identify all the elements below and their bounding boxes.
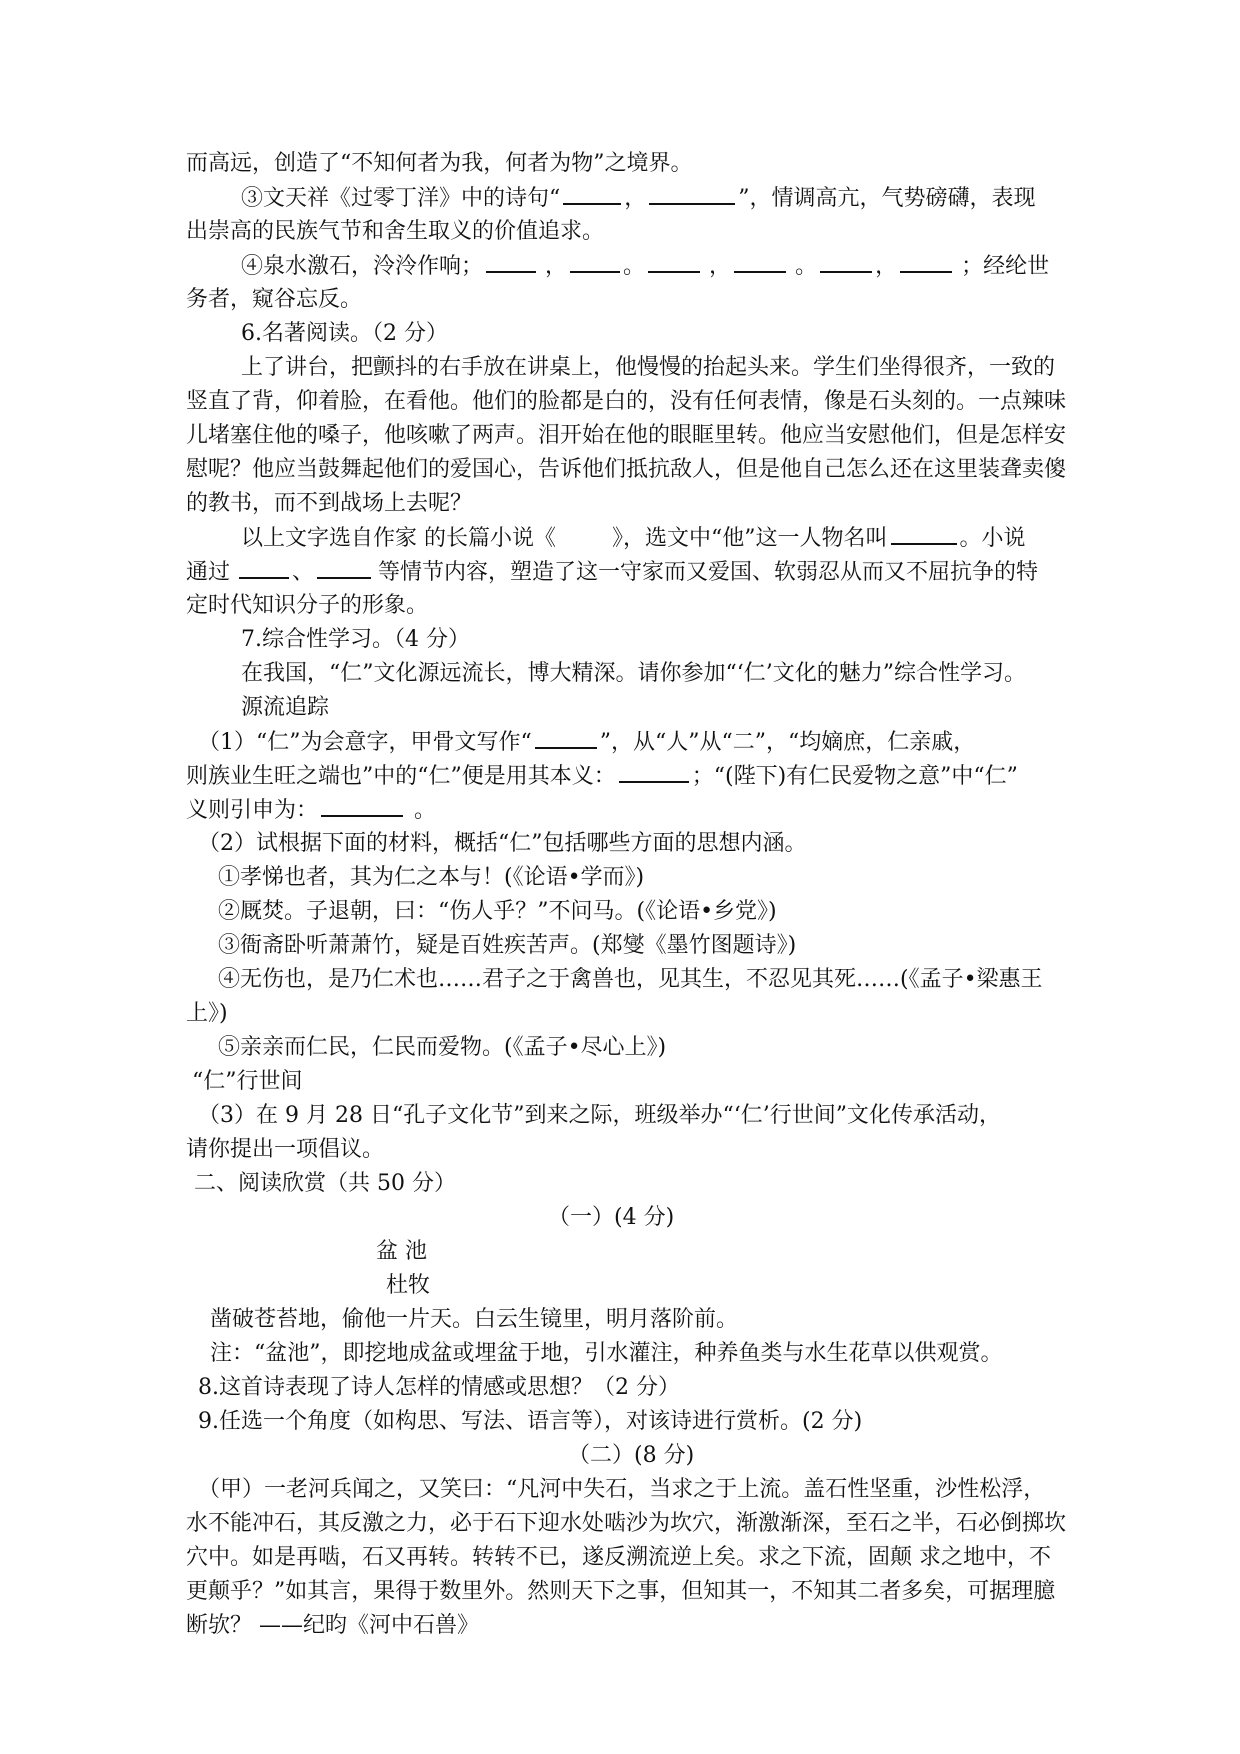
- sub-section-heading: （一）(4 分): [548, 1205, 675, 1230]
- text-line: 儿堵塞住他的嗓子，他咳嗽了两声。泪开始在他的眼眶里转。他应当安慰他们，但是怎样安: [186, 423, 1067, 448]
- sub-section-heading: （二）(8 分): [568, 1443, 695, 1468]
- sub-heading: “仁”行世间: [192, 1069, 303, 1094]
- quote-item: ①孝悌也者，其为仁之本与！(《论语•学而》): [218, 865, 645, 890]
- text-line: （2）试根据下面的材料，概括“仁”包括哪些方面的思想内涵。: [198, 831, 807, 856]
- answer-blank[interactable]: [321, 795, 403, 817]
- section-heading: 二、阅读欣赏（共 50 分）: [194, 1171, 456, 1196]
- poem-title: 盆 池: [376, 1239, 427, 1264]
- text-line: 断欤？ ——纪昀《河中石兽》: [186, 1613, 479, 1638]
- question-text: 9.任选一个角度（如构思、写法、语言等），对该诗进行赏析。(2 分): [198, 1409, 863, 1434]
- poem-author: 杜牧: [386, 1273, 431, 1298]
- question-fill-line: 以上文字选自作家 的长篇小说《 》，选文中“他”这一人物名叫 。小说: [241, 523, 1026, 553]
- question-fill-line: ④泉水激石，泠泠作响； ， 。 ， 。 ， ；经纶世: [241, 251, 1049, 281]
- text-line: 穴中。如是再啮，石又再转。转转不已，遂反溯流逆上矣。求之下流，固颠 求之地中，不: [186, 1545, 1051, 1570]
- question-fill-line: 则族业生旺之端也”中的“仁”便是用其本义： ；“(陛下)有仁民爱物之意”中“仁”: [186, 761, 1018, 791]
- answer-blank[interactable]: [239, 557, 289, 579]
- text-line: （3）在 9 月 28 日“孔子文化节”到来之际，班级举办“‘仁’行世间”文化传承活动，: [198, 1103, 1001, 1128]
- question-poem-blank-line: ③文天祥《过零丁洋》中的诗句“ ， ”，情调高亢，气势磅礴，表现: [241, 183, 1036, 213]
- answer-blank[interactable]: [317, 557, 371, 579]
- text-line: （甲）一老河兵闻之，又笑曰：“凡河中失石，当求之于上流。盖石性坚重，沙性松浮，: [198, 1477, 1046, 1502]
- answer-blank[interactable]: [900, 251, 952, 273]
- text-line: 的教书，而不到战场上去呢？: [186, 491, 473, 516]
- text-line: 定时代知识分子的形象。: [186, 593, 429, 618]
- text-line: 水不能冲石，其反激之力，必于石下迎水处啮沙为坎穴，渐激渐深，至石之半，石必倒掷坎: [186, 1511, 1067, 1536]
- quote-item: 上》): [186, 1001, 228, 1026]
- quote-item: ②厩焚。子退朝，曰：“伤人乎？”不问马。(《论语•乡党》): [218, 899, 777, 924]
- answer-blank[interactable]: [619, 761, 689, 783]
- answer-blank[interactable]: [563, 183, 621, 205]
- question-fill-line: 义则引申为： 。: [186, 795, 436, 825]
- section-heading: 7.综合性学习。（4 分）: [241, 627, 470, 652]
- answer-blank[interactable]: [891, 523, 957, 545]
- answer-blank[interactable]: [734, 251, 786, 273]
- quote-item: ④无伤也，是乃仁术也……君子之于禽兽也，见其生，不忍见其死……(《孟子•梁惠王: [218, 967, 1043, 992]
- text-line: 出崇高的民族气节和舍生取义的价值追求。: [186, 219, 605, 244]
- question-text: 8.这首诗表现了诗人怎样的情感或思想？（2 分）: [198, 1375, 680, 1400]
- text-line: 竖直了背，仰着脸，在看他。他们的脸都是白的，没有任何表情，像是石头刻的。一点辣味: [186, 389, 1067, 414]
- text-line: 慰呢？他应当鼓舞起他们的爱国心，告诉他们抵抗敌人，但是他自己怎么还在这里装聋卖傻: [186, 457, 1067, 482]
- answer-blank[interactable]: [535, 727, 597, 749]
- question-fill-line: 通过 、 等情节内容，塑造了这一守家而又爱国、软弱忍从而又不屈抗争的特: [186, 557, 1038, 587]
- answer-blank[interactable]: [649, 183, 735, 205]
- answer-blank[interactable]: [820, 251, 872, 273]
- answer-blank[interactable]: [570, 251, 620, 273]
- text-line: 而高远，创造了“不知何者为我，何者为物”之境界。: [186, 151, 693, 176]
- text-line: 更颠乎？”如其言，果得于数里外。然则天下之事，但知其一，不知其二者多矣，可据理臆: [186, 1579, 1056, 1604]
- text-line: 上了讲台，把颤抖的右手放在讲桌上，他慢慢的抬起头来。学生们坐得很齐，一致的: [241, 355, 1056, 380]
- quote-item: ③衙斋卧听萧萧竹，疑是百姓疾苦声。(郑燮《墨竹图题诗》): [218, 933, 797, 958]
- text-line: 务者，窥谷忘反。: [186, 287, 363, 312]
- section-heading: 6.名著阅读。（2 分）: [241, 321, 448, 346]
- text-line: 在我国，“仁”文化源远流长，博大精深。请你参加“‘仁’文化的魅力”综合性学习。: [241, 661, 1026, 686]
- answer-blank[interactable]: [486, 251, 536, 273]
- poem-text: 凿破苍苔地，偷他一片天。白云生镜里，明月落阶前。: [210, 1307, 739, 1332]
- note-text: 注：“盆池”，即挖地成盆或埋盆于地，引水灌注，种养鱼类与水生花草以供观赏。: [210, 1341, 1003, 1366]
- question-fill-line: （1）“仁”为会意字，甲骨文写作“ ”，从“人”从“二”，“均嫡庶，仁亲戚，: [198, 727, 975, 757]
- answer-blank[interactable]: [648, 251, 700, 273]
- text-line: 请你提出一项倡议。: [186, 1137, 385, 1162]
- quote-item: ⑤亲亲而仁民，仁民而爱物。(《孟子•尽心上》): [218, 1035, 667, 1060]
- sub-heading: 源流追踪: [241, 695, 330, 720]
